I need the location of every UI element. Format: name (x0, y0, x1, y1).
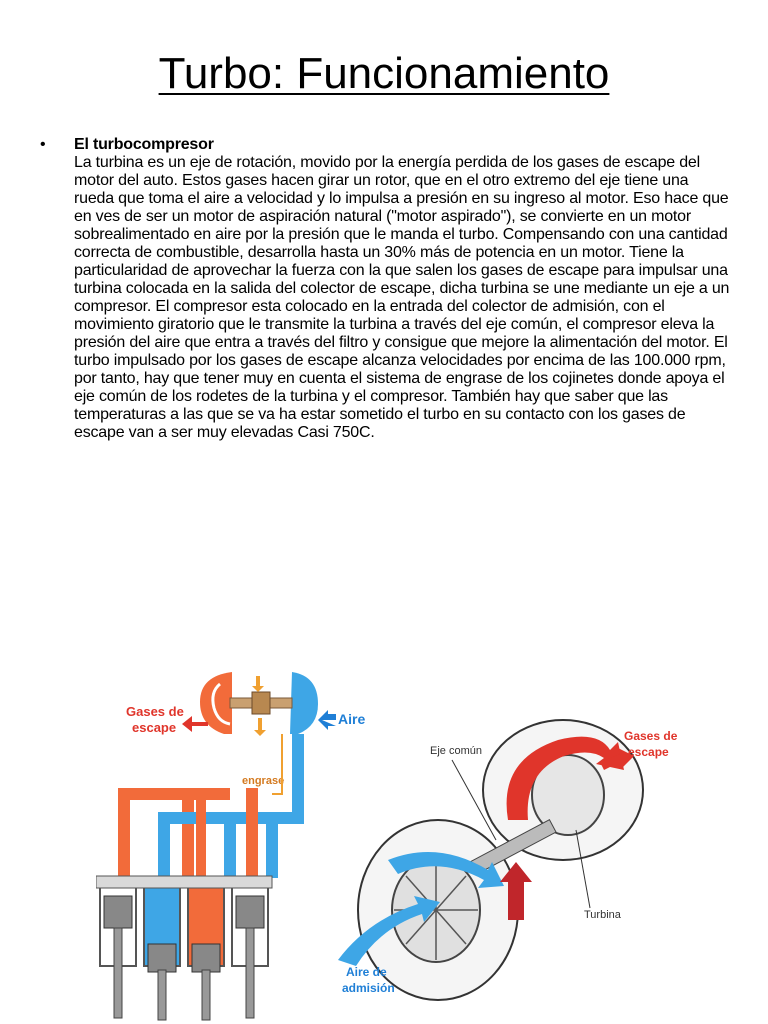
bullet-body: La turbina es un eje de rotación, movido por la energía perdida de los gases de escape del motor del auto. Estos gases hacen girar un rotor, que en el otro extremo del eje tiene una rueda que toma el aire a velocidad y lo impulsa a presión en su ingreso al motor. Eso hace que en ves de ser un motor de aspiración natural ("motor aspirado"), se convierte en un motor sobrealimentado en aire por la presión que le manda el turbo. Compensando con una cantidad correcta de combustible, desarrolla hasta un 30% más de potencia en un motor. Tiene la particularidad de aprovechar la fuerza con la que salen los gases de escape para impulsar una turbina colocada en la salida del colector de escape, dicha turbina se une mediante un eje a un compresor. El compresor esta colocado en la entrada del colector de admisión, con el movimiento giratorio que le transmite la turbina a través del eje común, el compresor eleva la presión del aire que entra a través del filtro y consigue que mejore la alimentación del motor. El turbo impulsado por los gases de escape alcanza velocidades por encima de las 100.000 rpm, por tanto, hay que tener muy en cuenta el sistema de engrase de los cojinetes donde apoya el eje común de los rodetes de la turbina y el compresor. También hay que saber que las temperaturas a las que se va ha estar sometido el turbo en su contacto con los gases de escape van a ser muy elevadas Casi 750C. (74, 154, 730, 441)
left-oil-label: engrase (242, 775, 285, 787)
cylinder-1 (100, 886, 136, 1018)
intake-runner-2 (224, 818, 236, 878)
right-exhaust-label-line1: Gases de (624, 729, 678, 743)
oil-arrow-bottom (254, 718, 266, 736)
cylinder-3 (188, 886, 224, 1020)
intake-label-line1: Aire de (346, 965, 387, 979)
exhaust-manifold (118, 734, 230, 878)
slide-title-text: Turbo: Funcionamiento (158, 49, 610, 98)
bullet-heading: El turbocompresor (74, 136, 214, 153)
intake-runner-4 (266, 818, 278, 878)
bullet-dot: • (40, 136, 46, 153)
right-exhaust-label-line2: escape (628, 745, 669, 759)
turbo-cutaway-illustration (328, 700, 688, 1024)
intake-label-line2: admisión (342, 981, 395, 995)
cylinder-2 (144, 886, 180, 1020)
shaft-label: Eje común (430, 745, 482, 757)
left-air-label: Aire (338, 711, 366, 727)
exhaust-runner-2 (182, 794, 194, 878)
engine-block-top (96, 876, 272, 888)
shaft-bearing (252, 692, 270, 714)
turbine-label: Turbina (584, 909, 621, 921)
exhaust-runner-3 (196, 800, 206, 878)
slide-title (0, 46, 768, 102)
left-exhaust-label-line2: escape (132, 720, 177, 735)
bullet-content (74, 136, 730, 442)
cylinder-4 (232, 886, 268, 1018)
exhaust-runner-4 (246, 788, 258, 878)
compressor-housing (290, 672, 318, 734)
left-exhaust-label-line1: Gases de (126, 704, 184, 719)
oil-arrow-top-left (252, 676, 264, 692)
